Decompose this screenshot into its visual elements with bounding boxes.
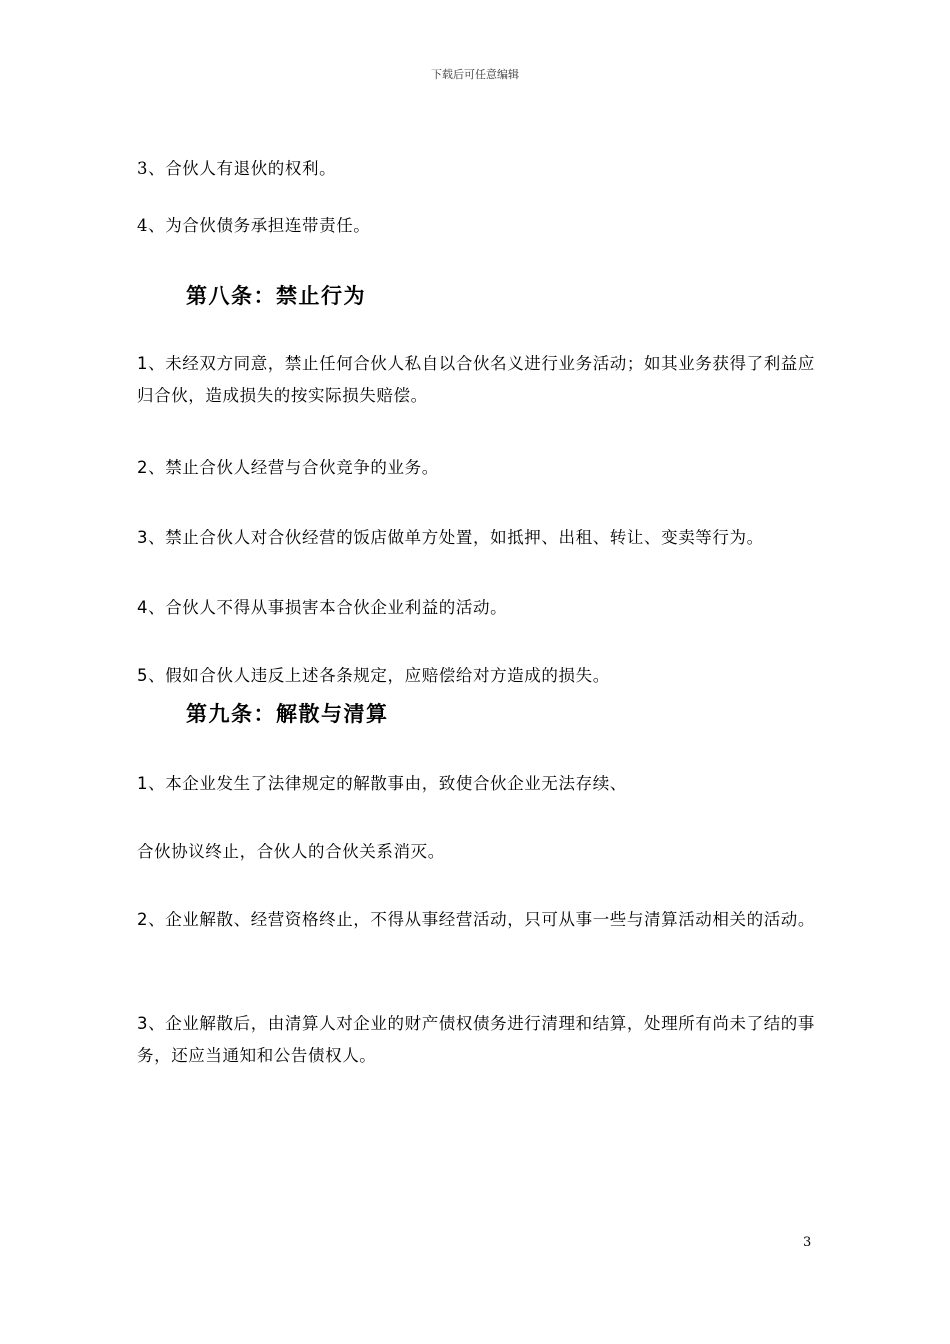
page-header: 下载后可任意编辑	[431, 68, 519, 81]
article-8-item-4: 4、合伙人不得从事损害本合伙企业利益的活动。	[137, 598, 508, 617]
article-8-item-1: 1、未经双方同意，禁止任何合伙人私自以合伙名义进行业务活动；如其业务获得了利益应归合伙，造成损失的按实际损失赔偿。	[137, 354, 815, 405]
article-8-item-3: 3、禁止合伙人对合伙经营的饭店做单方处置，如抵押、出租、转让、变卖等行为。	[137, 528, 764, 547]
article-9-item-3: 3、企业解散后，由清算人对企业的财产债权债务进行清理和结算，处理所有尚未了结的事务，还应当通知和公告债权人。	[137, 1014, 815, 1065]
article-9-item-1: 1、本企业发生了法律规定的解散事由，致使合伙企业无法存续、	[137, 774, 627, 793]
article-8-item-5: 5、假如合伙人违反上述各条规定，应赔偿给对方造成的损失。	[137, 666, 610, 685]
article-9-heading: 第九条：解散与清算	[186, 702, 389, 726]
article-8-item-2: 2、禁止合伙人经营与合伙竞争的业务。	[137, 458, 439, 477]
article-9-item-1-continued: 合伙协议终止，合伙人的合伙关系消灭。	[137, 842, 445, 861]
page-number: 3	[803, 1235, 812, 1250]
partner-right-item-3: 3、合伙人有退伙的权利。	[137, 159, 337, 178]
partner-right-item-4: 4、为合伙债务承担连带责任。	[137, 216, 371, 235]
article-9-item-2: 2、企业解散、经营资格终止，不得从事经营活动，只可从事一些与清算活动相关的活动。	[137, 910, 815, 929]
article-8-heading: 第八条：禁止行为	[186, 284, 366, 308]
